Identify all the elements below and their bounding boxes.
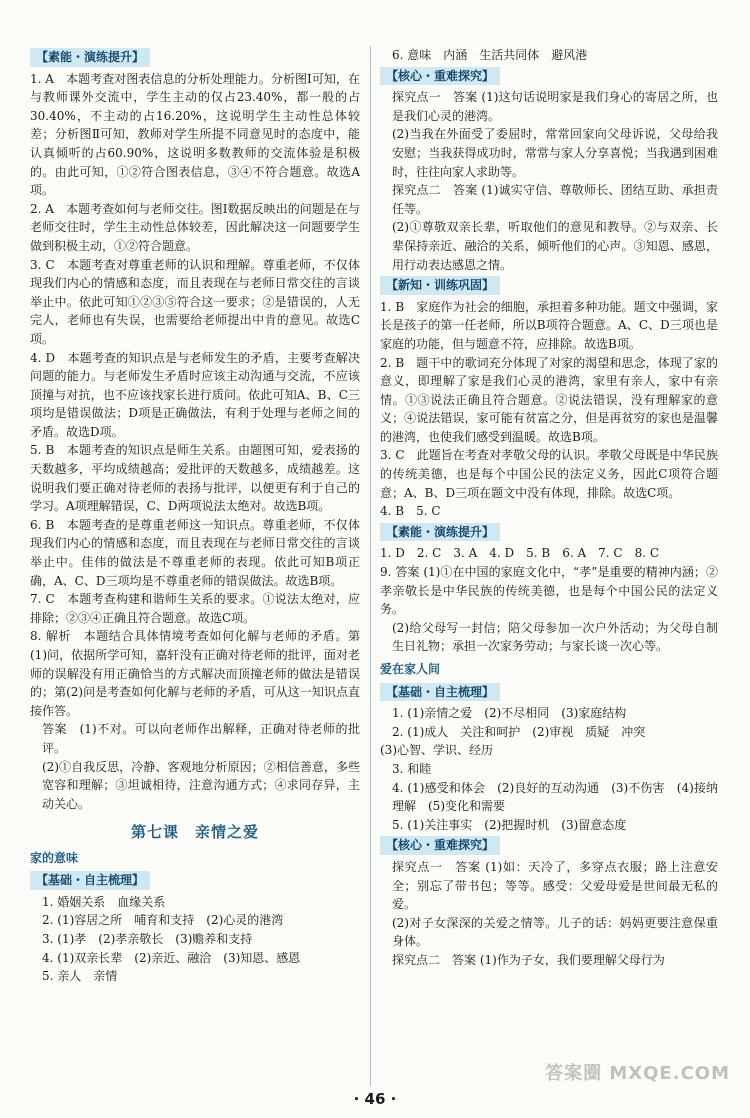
section-header: 【基础・自主梳理】 [380,683,500,702]
basic-item: 4. (1)双亲长辈 (2)亲近、融洽 (3)知恩、感恩 [42,950,301,965]
basic-item: 4. (1)感受和体会 (2)良好的互动沟通 (3)不伤害 (4)接纳 理解 (5)变化和需要 [392,780,731,814]
basic-item: (3)心智、学识、经历 [380,743,493,758]
section-header: 【素能・演练提升】 [30,48,150,67]
basic-item: 3. (1)孝 (2)孝亲敬长 (3)赡养和支持 [42,931,253,946]
answer-item: 8. 解析 本题结合具体情境考查如何化解与老师的矛盾。第(1)问，依据所学可知，嘉轩没有正确对待老师的批评，面对老师的误解没有用正确恰当的方式解决而顶撞老师的做法是错误的；第(2)问是考查如何化解与老师的矛盾，可从这一知识点直接作答。 [30,629,360,718]
answer-text: (2)给父母写一封信；陪父母参加一次户外活动；为父母自制生日礼物；承担一次家务劳动；与家长谈一次心等。 [392,620,718,654]
answer-item: 4. D 本题考查的知识点是与老师发生的矛盾，主要考查解决问题的能力。与老师发生矛盾时应该主动沟通与交流，不应该顶撞与对抗，也不应该找家长进行质问。依此可知A、B、C三项均是错误做法；D项是正确做法，有利于处理与老师之间的矛盾。故选D项。 [30,350,360,439]
probe-answer: 探究点一 答案 (1)这句话说明家是我们身心的寄居之所，也是我们心灵的港湾。 [392,90,718,123]
probe-answer: (2)①尊敬双亲长辈，听取他们的意见和教导。②与双亲、长辈保持亲近、融洽的关系，倾听他们的心声。③知恩、感恩，用行动表达感恩之情。 [392,220,718,272]
left-column [30,46,360,986]
basic-item: 3. 和睦 [392,761,432,776]
section-header: 【核心・重难探究】 [380,836,500,855]
answer-text: 答案 (1)不对。可以向老师作出解释，正确对待老师的批评。 [42,722,360,755]
section-header: 【素能・演练提升】 [380,523,500,542]
probe-answer: 探究点二 答案 (1)诚实守信、尊敬师长、团结互助、承担责任等。 [392,183,718,216]
basic-item: 1. (1)亲情之爱 (2)不尽相同 (3)家庭结构 [392,706,627,721]
probe-answer: 探究点一 答案 (1)如：天冷了，多穿点衣服；路上注意安全；别忘了带书包；等等。感受：父爱母爱是世间最无私的爱。 [392,859,718,912]
answer-item: 3. C 本题考查对尊重老师的认识和理解。尊重老师，不仅体现我们内心的情感和态度，而且表现在与老师日常交往的言谈举止中。依此可知①②③⑤符合这一要求；②是错误的，人无完人，老师也有失误，也需要给老师提出中肯的意见。故选C项。 [30,257,360,346]
answer-item: 1. B 家庭作为社会的细胞，承担着多种功能。题文中强调，家长是孩子的第一任老师，所以B项符合题意。A、C、D三项也是家庭的功能，但与题意不符，应排除。故选B项。 [380,299,718,351]
answer-item: 5. B 本题考查的知识点是师生关系。由题图可知，爱表扬的天数越多，平均成绩越高；爱批评的天数越多，成绩越差。这说明我们要正确对待老师的表扬与批评，以便更有利于自己的学习。A项理解错误，C、D两项说法太绝对。故选B项。 [30,443,360,514]
basic-item: 2. (1)容居之所 哺育和支持 (2)心灵的港湾 [42,913,284,928]
probe-answer: 探究点二 答案 (1)作为子女，我们要理解父母行为 [392,952,665,967]
choice-answers: 1. D 2. C 3. A 4. D 5. B 6. A 7. C 8. C [380,546,660,561]
section-header: 【新知・训练巩固】 [380,276,500,295]
answer-item: 7. C 本题考查构建和谐师生关系的要求。①说法太绝对，应排除；②③④正确且符合题意。故选C项。 [30,592,360,625]
watermark-logo: 答案圈 MXQE.COM [545,1063,730,1084]
answer-item: 3. C 此题旨在考查对孝敬父母的认识。孝敬父母既是中华民族的传统美德，也是每个中国公民的法定义务，因此C项符合题意；A、B、D三项在题文中没有体现，排除。故选C项。 [380,448,718,500]
subsection-title: 爱在家人间 [380,662,441,676]
probe-answer: (2)对子女深深的关爱之情等。儿子的话：妈妈更要注意保重身体。 [392,915,718,949]
section-header: 【基础・自主梳理】 [30,871,150,890]
basic-item: 5. 亲人 亲情 [42,969,118,984]
answer-item: 1. A 本题考查对图表信息的分析处理能力。分析图Ⅰ可知，在与教师课外交流中，学生主动的仅占23.40%，都一般的占30.40%，不主动的占16.20%，这说明学生主动性总体较差；分析图Ⅱ可知，教师对学生所提不同意见时的态度中，能认真倾听的占60.90%，这说明多数教师的交流体验是积极的。由此可知，①②符合图表信息，③④不符合题意。故选A项。 [30,71,360,198]
probe-answer: (2)当我在外面受了委屈时，常常回家向父母诉说，父母给我安慰；当我获得成功时，常常与家人分享喜悦；当我遇到困难时，往往向家人求助等。 [392,127,718,179]
answer-item: 4. B 5. C [380,504,441,519]
answer-text: (2)①自我反思，冷静、客观地分析原因；②相信善意，多些宽容和理解；③坦诚相待，注意沟通方式；④求同存异，主动关心。 [42,759,360,811]
section-header: 【核心・重难探究】 [380,67,500,86]
basic-item: 1. 婚姻关系 血缘关系 [42,894,166,909]
basic-item: 6. 意味 内涵 生活共同体 避风港 [392,48,588,62]
lesson-title: 第七课 亲情之爱 [130,823,259,842]
answer-item: 6. B 本题考查的是尊重老师这一知识点。尊重老师，不仅体现我们内心的情感和态度，而且表现在与老师日常交往的言谈举止中。佳伟的做法是不尊重老师的表现。依此可知B项正确，A、C、D三项均是不尊重老师的错误做法。故选B项。 [30,517,360,588]
answer-item: 2. A 本题考查如何与老师交往。图Ⅰ数据反映出的问题是在与老师交往时，学生主动性总体较差，因此解决这一问题要学生做到积极主动，①②符合题意。 [30,201,360,253]
right-column [380,46,731,970]
basic-item: 2. (1)成人 关注和呵护 (2)审视 质疑 冲突 [392,724,646,739]
answer-item: 2. B 题干中的歌词充分体现了对家的渴望和思念，体现了家的意义，即理解了家是我们心灵的港湾，家里有亲人，家中有亲情。①③说法正确且符合题意。②说法错误，没有理解家的意义；④说法错误，家可能有贫富之分，但是再贫穷的家也是温馨的港湾，也使我们感受到温暖。故选B项。 [380,355,718,444]
column-divider [370,46,371,1086]
page-number: · 46 · [353,1090,397,1108]
answer-item: 9. 答案 (1)①在中国的家庭文化中，“孝”是重要的精神内涵；②孝亲敬长是中华民族的传统美德，也是每个中国公民的法定义务。 [380,565,718,617]
subsection-title: 家的意味 [30,850,79,865]
basic-item: 5. (1)关注事实 (2)把握时机 (3)留意态度 [392,817,627,832]
